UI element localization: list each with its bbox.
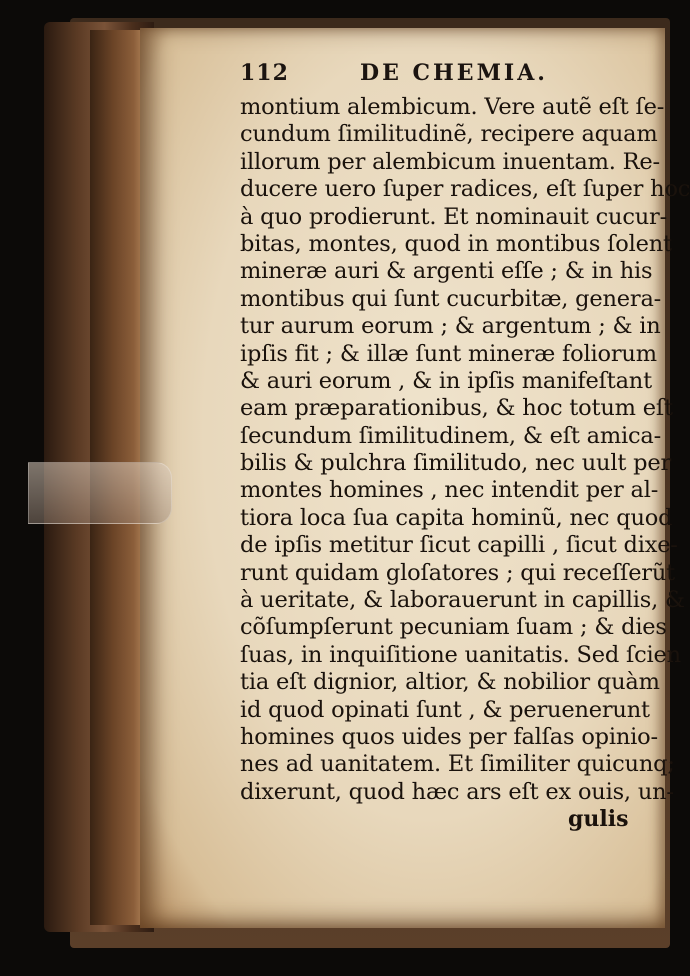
text-line: ducere uero ſuper radices, eſt ſuper hoc: [240, 176, 690, 203]
text-line: à quo prodierunt. Et nominauit cucur-: [240, 203, 667, 230]
text-line: bitas, montes, quod in montibus ſolent: [240, 230, 672, 257]
catchword: gulis: [568, 806, 629, 832]
text-line: ſecundum ſimilitudinem, & eſt amica-: [240, 422, 662, 449]
running-head: DE CHEMIA.: [360, 60, 548, 86]
text-line: homines quos uides per falſas opinio-: [240, 723, 658, 750]
text-line: mineræ auri & argenti eſſe ; & in his: [240, 258, 653, 285]
text-line: illorum per alembicum inuentam. Re-: [240, 148, 660, 175]
text-line: de ipſis metitur ſicut capilli , ſicut dixe-: [240, 532, 678, 559]
body-text: [240, 94, 690, 806]
text-line: runt quidam gloſatores ; qui receſſerũt: [240, 559, 675, 586]
text-line: cõſumpſerunt pecuniam ſuam ; & dies: [240, 614, 667, 641]
text-line: montium alembicum. Vere autẽ eſt ſe-: [240, 94, 665, 120]
text-line: à ueritate, & laborauerunt in capillis, &: [240, 587, 685, 614]
text-line: nes ad uanitatem. Et ſimiliter quicunq;: [240, 751, 675, 778]
text-line: montes homines , nec intendit per al-: [240, 477, 659, 504]
text-line: tia eſt dignior, altior, & nobilior quàm: [240, 669, 660, 696]
text-line: cundum ſimilitudinẽ, recipere aquam: [240, 121, 658, 148]
text-line: dixerunt, quod hæc ars eſt ex ouis, un-: [240, 778, 674, 805]
text-line: eam præparationibus, & hoc totum eſt: [240, 395, 673, 422]
text-line: & auri eorum , & in ipſis manifeſtant: [240, 367, 652, 394]
text-line: bilis & pulchra ſimilitudo, nec uult per: [240, 450, 672, 477]
page-header: [240, 60, 630, 90]
text-line: ſuas, in inquiſitione uanitatis. Sed ſcien: [240, 641, 681, 668]
text-line: tiora loca ſua capita hominũ, nec quod: [240, 504, 673, 531]
clip-tab: [28, 462, 172, 524]
text-line: montibus qui ſunt cucurbitæ, genera-: [240, 285, 662, 312]
text-line: tur aurum eorum ; & argentum ; & in: [240, 313, 661, 340]
text-line: id quod opinati ſunt , & peruenerunt: [240, 696, 650, 723]
text-line: ipſis fit ; & illæ ſunt mineræ foliorum: [240, 340, 657, 367]
page-number: 112: [240, 60, 289, 86]
